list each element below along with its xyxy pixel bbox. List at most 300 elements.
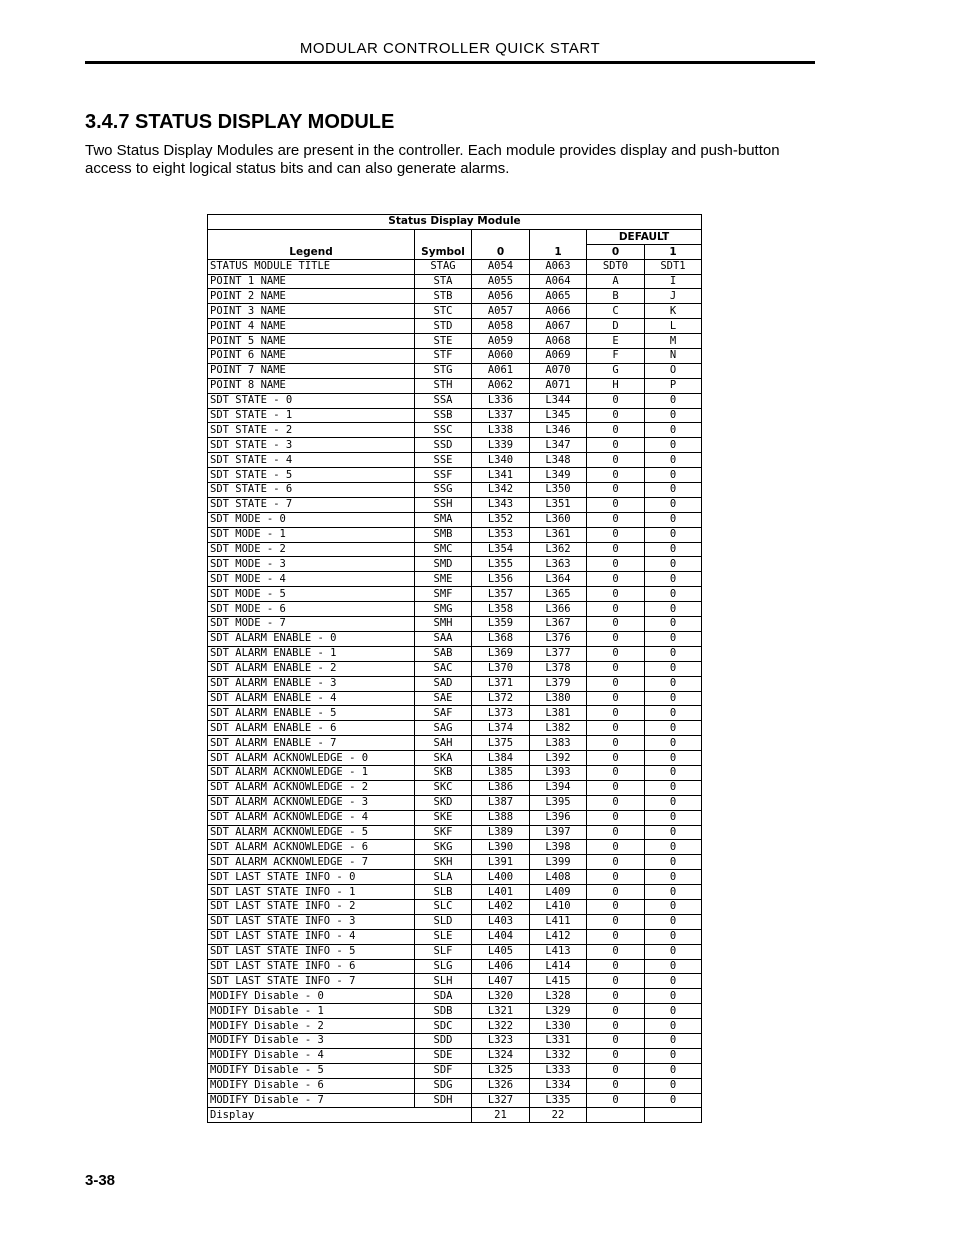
symbol-cell: SAE [415, 691, 472, 706]
symbol-cell: SMF [415, 587, 472, 602]
symbol-cell: SDA [415, 989, 472, 1004]
symbol-cell: SKG [415, 840, 472, 855]
default0-cell: 0 [587, 438, 645, 453]
default1-cell: 0 [645, 751, 702, 766]
col1-cell: L378 [530, 661, 587, 676]
default0-cell: 0 [587, 1019, 645, 1034]
table-row [208, 959, 702, 974]
table-row [208, 438, 702, 453]
col1-cell: A064 [530, 274, 587, 289]
default1-cell: 0 [645, 736, 702, 751]
legend-cell: SDT LAST STATE INFO - 1 [208, 885, 415, 900]
default1-cell: 0 [645, 676, 702, 691]
col1-cell: L347 [530, 438, 587, 453]
col0-cell: L369 [472, 646, 530, 661]
table-row [208, 542, 702, 557]
table-row [208, 676, 702, 691]
col0-cell: L337 [472, 408, 530, 423]
table-row [208, 617, 702, 632]
table-row [208, 289, 702, 304]
default0-cell: 0 [587, 959, 645, 974]
col0-cell: L390 [472, 840, 530, 855]
col0-cell: L321 [472, 1004, 530, 1019]
table-row [208, 974, 702, 989]
legend-cell: POINT 7 NAME [208, 363, 415, 378]
legend-cell: POINT 2 NAME [208, 289, 415, 304]
symbol-cell: SLD [415, 914, 472, 929]
col0-cell: L356 [472, 572, 530, 587]
col0-cell: L352 [472, 512, 530, 527]
default1-cell: 0 [645, 810, 702, 825]
default0-cell: 0 [587, 1033, 645, 1048]
table-row [208, 363, 702, 378]
col1-cell: A066 [530, 304, 587, 319]
default0-cell: 0 [587, 497, 645, 512]
default1-cell: 0 [645, 617, 702, 632]
col0-cell: L339 [472, 438, 530, 453]
col0-cell: L322 [472, 1019, 530, 1034]
col0-cell: L404 [472, 929, 530, 944]
symbol-cell: SKC [415, 780, 472, 795]
legend-cell: SDT ALARM ACKNOWLEDGE - 7 [208, 855, 415, 870]
symbol-cell: SDF [415, 1063, 472, 1078]
col1-cell: L328 [530, 989, 587, 1004]
col1-cell: L366 [530, 602, 587, 617]
table-row [208, 736, 702, 751]
table-row [208, 408, 702, 423]
legend-cell: SDT STATE - 2 [208, 423, 415, 438]
col1-cell: A071 [530, 378, 587, 393]
default0-cell: 0 [587, 631, 645, 646]
default1-cell: 0 [645, 438, 702, 453]
header-rule [85, 61, 815, 64]
table-row [208, 914, 702, 929]
default1-cell: 0 [645, 631, 702, 646]
symbol-cell: SKE [415, 810, 472, 825]
symbol-cell: SSH [415, 497, 472, 512]
legend-cell: POINT 4 NAME [208, 319, 415, 334]
col0-cell: L324 [472, 1048, 530, 1063]
default0-cell: 0 [587, 914, 645, 929]
symbol-cell: SLA [415, 870, 472, 885]
default1-cell: L [645, 319, 702, 334]
col1-cell: A070 [530, 363, 587, 378]
legend-cell: SDT STATE - 1 [208, 408, 415, 423]
table-row [208, 855, 702, 870]
table-row [208, 259, 702, 274]
col1-cell: L412 [530, 929, 587, 944]
table-row [208, 765, 702, 780]
table-row [208, 319, 702, 334]
table-row [208, 989, 702, 1004]
col1-cell: A065 [530, 289, 587, 304]
default0-cell: 0 [587, 899, 645, 914]
symbol-cell: SDB [415, 1004, 472, 1019]
default0-cell: A [587, 274, 645, 289]
legend-cell: MODIFY Disable - 4 [208, 1048, 415, 1063]
symbol-cell: SSD [415, 438, 472, 453]
default1-cell: 0 [645, 1033, 702, 1048]
col1-cell: L393 [530, 765, 587, 780]
table-row [208, 453, 702, 468]
table-row [208, 899, 702, 914]
col0-cell: L402 [472, 899, 530, 914]
col1-cell: A067 [530, 319, 587, 334]
table-row [208, 527, 702, 542]
default1-cell: 0 [645, 572, 702, 587]
col0-cell: A054 [472, 259, 530, 274]
col1-cell: L331 [530, 1033, 587, 1048]
col0-cell: L386 [472, 780, 530, 795]
default1-cell: 0 [645, 870, 702, 885]
symbol-cell: SAF [415, 706, 472, 721]
symbol-cell: STC [415, 304, 472, 319]
display-row [208, 1108, 702, 1123]
table-row [208, 795, 702, 810]
default0-cell: 0 [587, 646, 645, 661]
default-0-header: 0 [587, 244, 645, 259]
default0-cell: 0 [587, 929, 645, 944]
default1-cell: 0 [645, 706, 702, 721]
col0-cell: L336 [472, 393, 530, 408]
default0-cell: 0 [587, 393, 645, 408]
col0-cell: A058 [472, 319, 530, 334]
col1-cell: L415 [530, 974, 587, 989]
default0-cell: 0 [587, 751, 645, 766]
col0-cell: L357 [472, 587, 530, 602]
legend-cell: SDT MODE - 7 [208, 617, 415, 632]
col1-cell: L332 [530, 1048, 587, 1063]
col0-cell: L371 [472, 676, 530, 691]
legend-cell: SDT LAST STATE INFO - 2 [208, 899, 415, 914]
symbol-cell: SLE [415, 929, 472, 944]
col0-cell: L353 [472, 527, 530, 542]
symbol-cell: SLH [415, 974, 472, 989]
table-row [208, 423, 702, 438]
symbol-cell: STAG [415, 259, 472, 274]
col1-cell: L361 [530, 527, 587, 542]
default1-cell: 0 [645, 989, 702, 1004]
default1-cell: 0 [645, 1078, 702, 1093]
col0-cell: L341 [472, 468, 530, 483]
col0-header: 0 [472, 229, 530, 259]
default1-cell: 0 [645, 899, 702, 914]
col0-cell: L326 [472, 1078, 530, 1093]
legend-cell: POINT 8 NAME [208, 378, 415, 393]
col1-cell: L335 [530, 1093, 587, 1108]
table-row [208, 557, 702, 572]
legend-cell: SDT STATE - 0 [208, 393, 415, 408]
symbol-cell: SSF [415, 468, 472, 483]
col1-cell: L398 [530, 840, 587, 855]
col0-cell: L385 [472, 765, 530, 780]
display-label: Display [208, 1108, 472, 1123]
default1-cell: 0 [645, 661, 702, 676]
col1-cell: L348 [530, 453, 587, 468]
table-row [208, 1093, 702, 1108]
col0-cell: L405 [472, 944, 530, 959]
table-row [208, 602, 702, 617]
col1-cell: L363 [530, 557, 587, 572]
display-default0 [587, 1108, 645, 1123]
col1-cell: L395 [530, 795, 587, 810]
legend-cell: SDT LAST STATE INFO - 4 [208, 929, 415, 944]
col0-cell: L323 [472, 1033, 530, 1048]
symbol-cell: STG [415, 363, 472, 378]
col0-cell: L406 [472, 959, 530, 974]
col1-cell: A069 [530, 349, 587, 364]
default1-cell: 0 [645, 497, 702, 512]
symbol-cell: STF [415, 349, 472, 364]
legend-cell: SDT STATE - 5 [208, 468, 415, 483]
default0-cell: 0 [587, 780, 645, 795]
default1-cell: 0 [645, 1093, 702, 1108]
section-title: 3.4.7 STATUS DISPLAY MODULE [85, 111, 395, 133]
table-row [208, 825, 702, 840]
display-col1: 22 [530, 1108, 587, 1123]
legend-cell: MODIFY Disable - 1 [208, 1004, 415, 1019]
col0-cell: L354 [472, 542, 530, 557]
legend-cell: MODIFY Disable - 7 [208, 1093, 415, 1108]
legend-cell: SDT LAST STATE INFO - 6 [208, 959, 415, 974]
default1-cell: 0 [645, 795, 702, 810]
legend-cell: SDT ALARM ENABLE - 4 [208, 691, 415, 706]
symbol-cell: SKA [415, 751, 472, 766]
default0-cell: SDT0 [587, 259, 645, 274]
col0-cell: L342 [472, 483, 530, 498]
default0-cell: 0 [587, 512, 645, 527]
default0-cell: 0 [587, 855, 645, 870]
default0-cell: 0 [587, 617, 645, 632]
legend-cell: SDT ALARM ACKNOWLEDGE - 4 [208, 810, 415, 825]
col1-cell: L411 [530, 914, 587, 929]
symbol-cell: SLG [415, 959, 472, 974]
legend-cell: SDT MODE - 6 [208, 602, 415, 617]
col1-cell: L381 [530, 706, 587, 721]
legend-cell: MODIFY Disable - 3 [208, 1033, 415, 1048]
col0-cell: L403 [472, 914, 530, 929]
default1-cell: 0 [645, 393, 702, 408]
default0-cell: 0 [587, 721, 645, 736]
col1-cell: L360 [530, 512, 587, 527]
legend-cell: POINT 3 NAME [208, 304, 415, 319]
default1-cell: 0 [645, 602, 702, 617]
default1-cell: 0 [645, 1048, 702, 1063]
default0-cell: 0 [587, 810, 645, 825]
table-header-row-1 [208, 229, 702, 244]
default1-cell: O [645, 363, 702, 378]
default1-cell: 0 [645, 646, 702, 661]
table-row [208, 304, 702, 319]
symbol-cell: SLF [415, 944, 472, 959]
symbol-cell: SKH [415, 855, 472, 870]
symbol-cell: STA [415, 274, 472, 289]
default1-cell: M [645, 334, 702, 349]
col1-cell: L382 [530, 721, 587, 736]
default1-cell: SDT1 [645, 259, 702, 274]
symbol-cell: SLC [415, 899, 472, 914]
symbol-cell: STD [415, 319, 472, 334]
table-row [208, 706, 702, 721]
col0-cell: A055 [472, 274, 530, 289]
col0-cell: L387 [472, 795, 530, 810]
default1-cell: 0 [645, 483, 702, 498]
table-row [208, 378, 702, 393]
default0-cell: 0 [587, 706, 645, 721]
default1-cell: 0 [645, 557, 702, 572]
col0-cell: L389 [472, 825, 530, 840]
col0-cell: L375 [472, 736, 530, 751]
default0-cell: E [587, 334, 645, 349]
legend-cell: SDT LAST STATE INFO - 3 [208, 914, 415, 929]
col1-cell: L351 [530, 497, 587, 512]
col1-cell: L410 [530, 899, 587, 914]
default0-cell: 0 [587, 765, 645, 780]
default-1-header: 1 [645, 244, 702, 259]
table-row [208, 840, 702, 855]
table-row [208, 1048, 702, 1063]
legend-cell: SDT ALARM ENABLE - 3 [208, 676, 415, 691]
page-number: 3-38 [85, 1172, 116, 1189]
col1-cell: L380 [530, 691, 587, 706]
default0-cell: 0 [587, 527, 645, 542]
default1-cell: 0 [645, 840, 702, 855]
default0-cell: C [587, 304, 645, 319]
default0-cell: 0 [587, 870, 645, 885]
table-row [208, 1078, 702, 1093]
col1-cell: L394 [530, 780, 587, 795]
default0-cell: G [587, 363, 645, 378]
legend-cell: SDT MODE - 3 [208, 557, 415, 572]
display-default1 [645, 1108, 702, 1123]
default0-cell: 0 [587, 676, 645, 691]
default0-cell: 0 [587, 825, 645, 840]
legend-cell: SDT ALARM ENABLE - 1 [208, 646, 415, 661]
default1-cell: 0 [645, 542, 702, 557]
table-row [208, 810, 702, 825]
default1-cell: J [645, 289, 702, 304]
table-row [208, 1019, 702, 1034]
col1-cell: L365 [530, 587, 587, 602]
col1-header: 1 [530, 229, 587, 259]
legend-cell: SDT MODE - 1 [208, 527, 415, 542]
legend-cell: SDT ALARM ACKNOWLEDGE - 3 [208, 795, 415, 810]
col0-cell: L374 [472, 721, 530, 736]
symbol-cell: SAH [415, 736, 472, 751]
col0-cell: L325 [472, 1063, 530, 1078]
symbol-cell: SAG [415, 721, 472, 736]
legend-cell: MODIFY Disable - 5 [208, 1063, 415, 1078]
symbol-cell: SMD [415, 557, 472, 572]
symbol-cell: SLB [415, 885, 472, 900]
col1-cell: L413 [530, 944, 587, 959]
legend-cell: SDT STATE - 7 [208, 497, 415, 512]
default0-cell: 0 [587, 542, 645, 557]
default1-cell: 0 [645, 1063, 702, 1078]
default0-cell: D [587, 319, 645, 334]
legend-cell: SDT ALARM ACKNOWLEDGE - 5 [208, 825, 415, 840]
table-row [208, 512, 702, 527]
symbol-cell: SAA [415, 631, 472, 646]
col0-cell: L384 [472, 751, 530, 766]
symbol-cell: SMC [415, 542, 472, 557]
default0-cell: 0 [587, 572, 645, 587]
col0-cell: A059 [472, 334, 530, 349]
col0-cell: A056 [472, 289, 530, 304]
default1-cell: 0 [645, 1019, 702, 1034]
legend-cell: SDT ALARM ENABLE - 5 [208, 706, 415, 721]
table-row [208, 885, 702, 900]
default0-cell: 0 [587, 557, 645, 572]
default0-cell: 0 [587, 736, 645, 751]
col1-cell: A068 [530, 334, 587, 349]
default0-cell: 0 [587, 423, 645, 438]
legend-cell: STATUS MODULE TITLE [208, 259, 415, 274]
col0-cell: L355 [472, 557, 530, 572]
status-display-module-table [207, 214, 702, 1123]
col1-cell: L364 [530, 572, 587, 587]
col0-cell: L388 [472, 810, 530, 825]
legend-cell: SDT MODE - 4 [208, 572, 415, 587]
col1-cell: L377 [530, 646, 587, 661]
legend-cell: SDT MODE - 2 [208, 542, 415, 557]
legend-cell: SDT STATE - 6 [208, 483, 415, 498]
legend-cell: POINT 5 NAME [208, 334, 415, 349]
table-row [208, 587, 702, 602]
default1-cell: 0 [645, 885, 702, 900]
table-row [208, 1033, 702, 1048]
symbol-cell: STB [415, 289, 472, 304]
default1-cell: 0 [645, 855, 702, 870]
table-row [208, 1004, 702, 1019]
default1-cell: 0 [645, 780, 702, 795]
col0-cell: L343 [472, 497, 530, 512]
col1-cell: L344 [530, 393, 587, 408]
col0-cell: L358 [472, 602, 530, 617]
symbol-cell: SSA [415, 393, 472, 408]
default0-cell: 0 [587, 691, 645, 706]
table-title-row [208, 215, 702, 230]
table-row [208, 468, 702, 483]
table-row [208, 572, 702, 587]
default0-cell: 0 [587, 661, 645, 676]
col1-cell: L334 [530, 1078, 587, 1093]
col1-cell: L397 [530, 825, 587, 840]
symbol-cell: SMB [415, 527, 472, 542]
col0-cell: L359 [472, 617, 530, 632]
col1-cell: L333 [530, 1063, 587, 1078]
default0-cell: 0 [587, 1048, 645, 1063]
symbol-cell: SME [415, 572, 472, 587]
default1-cell: 0 [645, 825, 702, 840]
legend-header: Legend [208, 229, 415, 259]
col1-cell: L383 [530, 736, 587, 751]
default0-cell: 0 [587, 944, 645, 959]
default1-cell: 0 [645, 423, 702, 438]
symbol-cell: SDD [415, 1033, 472, 1048]
legend-cell: SDT ALARM ENABLE - 7 [208, 736, 415, 751]
table-row [208, 1063, 702, 1078]
legend-cell: SDT STATE - 3 [208, 438, 415, 453]
col0-cell: L320 [472, 989, 530, 1004]
legend-cell: SDT LAST STATE INFO - 7 [208, 974, 415, 989]
default0-cell: F [587, 349, 645, 364]
legend-cell: SDT LAST STATE INFO - 0 [208, 870, 415, 885]
default1-cell: 0 [645, 691, 702, 706]
default0-cell: 0 [587, 1004, 645, 1019]
default0-cell: 0 [587, 453, 645, 468]
symbol-cell: STH [415, 378, 472, 393]
